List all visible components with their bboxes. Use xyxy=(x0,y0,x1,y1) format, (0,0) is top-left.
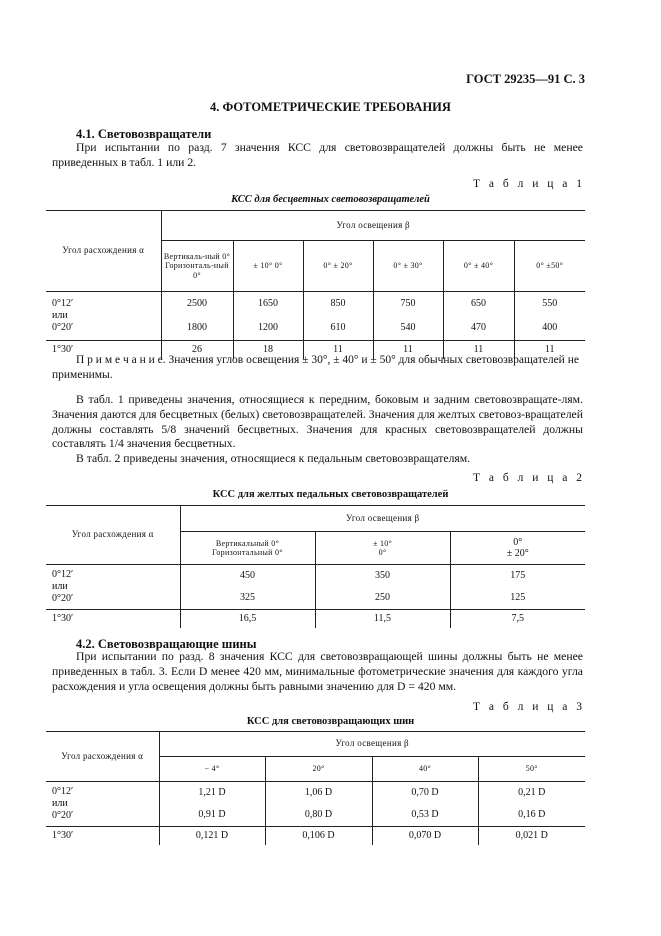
table1-row-label xyxy=(46,292,161,341)
table2-row3-label: 1°30′ xyxy=(52,613,74,625)
table1-col-header: ± 10° 0° xyxy=(233,241,303,292)
table1-row2-label: 0°20′ xyxy=(52,322,74,333)
table3-cell: 0,70 D 0,53 D xyxy=(372,782,478,827)
table1-row3-label: 1°30′ xyxy=(52,344,74,356)
table2-group-header: Угол освещения β xyxy=(180,506,585,532)
paragraph-4-2-text: При испытании по разд. 8 значения КСС для световозвращающей шины должны быть не менее приведенных в табл. 3. Если D менее 420 мм, минимальные фотометрические значения для каждого угла расхождения и угла освещения должны быть равными значению для D = 420 мм. xyxy=(52,650,583,693)
table1-cell: 18 xyxy=(233,341,303,359)
table1-cell: 750 540 xyxy=(373,292,443,341)
table2-col0-header: Угол расхождения α xyxy=(46,506,180,565)
table1-cell: 650 470 xyxy=(443,292,514,341)
subsection-4-1-title: 4.1. Световозвращатели xyxy=(76,127,212,141)
table3-row xyxy=(46,782,585,827)
table3-col-header: 20° xyxy=(265,757,372,782)
table1-col-header: 0° ± 30° xyxy=(373,241,443,292)
table2-cell: 16,5 xyxy=(180,610,315,628)
table1-cell: 11 xyxy=(443,341,514,359)
table1-or-label: или xyxy=(52,310,68,321)
paragraph-2-text: В табл. 1 приведены значения, относящиеся к передним, боковым и задним световозвращате-лям. Значения даются для бесцветных (белых) световозвращателей. Значения для желтых световоз-вращателей должны составлять 5/8 значений бесцветных. Значения для красных световозвращателей должны составлять 1/4 значения бесцветных. xyxy=(52,393,583,451)
table2-row xyxy=(46,565,585,610)
table3-cell: 1,21 D 0,91 D xyxy=(159,782,265,827)
table1-row xyxy=(46,292,585,341)
table1-col-header: 0° ±50° xyxy=(514,241,585,292)
table1-col-header: 0° ± 40° xyxy=(443,241,514,292)
paragraph-table1-info xyxy=(52,393,583,467)
table1-cell: 550 400 xyxy=(514,292,585,341)
table2-col-header: 0° ± 20° xyxy=(450,532,585,565)
table1-group-header: Угол освещения β xyxy=(161,211,585,241)
table3-col-header: 50° xyxy=(478,757,585,782)
table3-col0-header: Угол расхождения α xyxy=(46,732,159,782)
table2-row-label: 0°12′ или 0°20′ xyxy=(46,565,180,610)
table1-cell: 850 610 xyxy=(303,292,373,341)
table3-row3-label: 1°30′ xyxy=(52,830,74,842)
table1-cell: 2500 1800 xyxy=(161,292,233,341)
table3-cell: 0,021 D xyxy=(478,827,585,845)
table1-cell: 11 xyxy=(303,341,373,359)
table1 xyxy=(46,210,585,359)
table2-cell: 450 325 xyxy=(180,565,315,610)
table1-col-header: Вертикаль-ный 0° Горизонталь-ный 0° xyxy=(161,241,233,292)
table1-row1-label: 0°12′ xyxy=(52,298,74,309)
table3 xyxy=(46,731,585,845)
table3-row xyxy=(46,827,585,845)
table3-group-header: Угол освещения β xyxy=(159,732,585,757)
table3-cell: 1,06 D 0,80 D xyxy=(265,782,372,827)
table2-cell: 7,5 xyxy=(450,610,585,628)
table3-cell: 0,121 D xyxy=(159,827,265,845)
table3-col-header: − 4° xyxy=(159,757,265,782)
paragraph-4-2 xyxy=(52,650,583,694)
table1-cell: 26 xyxy=(161,341,233,359)
table2 xyxy=(46,505,585,628)
table3-cell: 0,106 D xyxy=(265,827,372,845)
section-title: 4. ФОТОМЕТРИЧЕСКИЕ ТРЕБОВАНИЯ xyxy=(210,100,451,114)
table1-note: П р и м е ч а н и е. Значения углов освещения ± 30°, ± 40° и ± 50° для обычных световозвращателей не применимы. xyxy=(52,354,579,381)
table3-row-label: 0°12′ или 0°20′ xyxy=(46,782,159,827)
table3-cell: 0,21 D 0,16 D xyxy=(478,782,585,827)
table3-caption: КСС для световозвращающих шин xyxy=(246,716,415,727)
table2-caption: КСС для желтых педальных световозвращателей xyxy=(212,489,449,500)
paragraph-4-1-text: При испытании по разд. 7 значения КСС для световозвращателей должны быть не менее приведенных в табл. 1 или 2. xyxy=(52,141,583,169)
table1-caption: КСС для бесцветных световозвращателей xyxy=(231,194,430,205)
table1-col0-header: Угол расхождения α xyxy=(46,211,161,292)
table1-cell: 11 xyxy=(514,341,585,359)
table1-col-header: 0° ± 20° xyxy=(303,241,373,292)
table2-label: Т а б л и ц а 2 xyxy=(472,472,585,484)
paragraph-4-1 xyxy=(52,141,583,171)
table2-cell: 350 250 xyxy=(315,565,450,610)
paragraph-3-text: В табл. 2 приведены значения, относящиеся к педальным световозвращателям. xyxy=(76,452,471,466)
page-header: ГОСТ 29235—91 С. 3 xyxy=(466,72,585,86)
table3-col-header: 40° xyxy=(372,757,478,782)
table2-col-header: Вертикальный 0° Горизонтальный 0° xyxy=(180,532,315,565)
table1-cell: 1650 1200 xyxy=(233,292,303,341)
table3-cell: 0,070 D xyxy=(372,827,478,845)
table1-cell: 11 xyxy=(373,341,443,359)
subsection-4-2-title: 4.2. Световозвращающие шины xyxy=(76,637,257,651)
table2-cell: 11,5 xyxy=(315,610,450,628)
table2-cell: 175 125 xyxy=(450,565,585,610)
table2-col-header: ± 10° 0° xyxy=(315,532,450,565)
table3-label: Т а б л и ц а 3 xyxy=(472,701,585,713)
table2-row xyxy=(46,610,585,628)
table1-label: Т а б л и ц а 1 xyxy=(472,178,585,190)
